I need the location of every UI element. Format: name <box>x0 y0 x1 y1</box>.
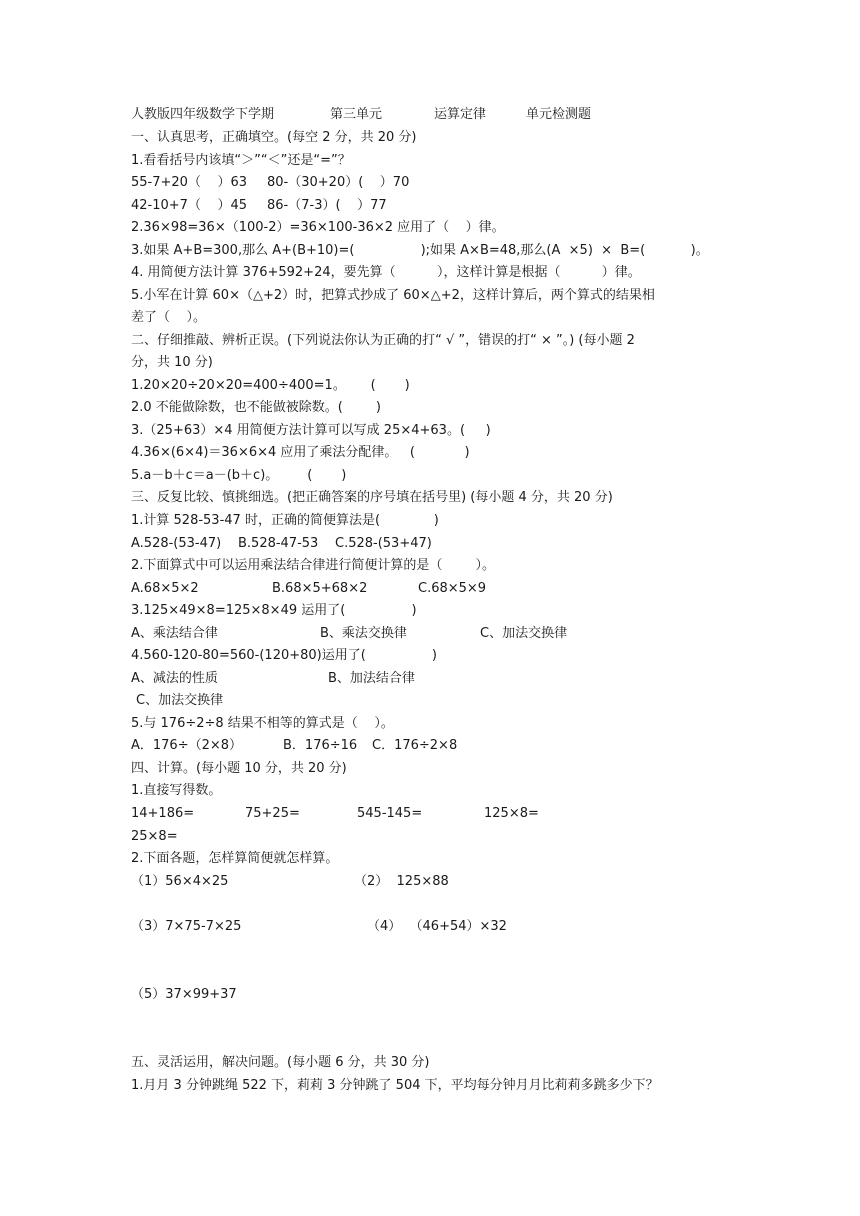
s3-question-4: 4.560-120-80=560-(120+80)运用了( ) <box>131 648 438 663</box>
s3-q5-option-a: A．176÷（2×8） <box>131 738 243 753</box>
s3-q5-option-b: B．176÷16 <box>283 738 358 753</box>
s1-question-5-line-2: 差了（ ）。 <box>131 310 207 325</box>
s4-question-2: 2.下面各题，怎样算简便就怎样算。 <box>131 851 339 866</box>
section-1-heading: 一、认真思考，正确填空。(每空 2 分，共 20 分) <box>131 130 417 145</box>
s1-question-2: 2.36×98=36×（100-2）=36×100-36×2 应用了（ ）律。 <box>131 220 505 235</box>
s1-q1-item-b: 80-（30+20）( ）70 <box>267 175 410 190</box>
s2-question-3: 3.（25+63）×4 用简便方法计算可以写成 25×4+63。( ) <box>131 423 491 438</box>
section-4-heading: 四、计算。(每小题 10 分，共 20 分) <box>131 761 347 776</box>
s1-q1-item-c: 42-10+7（ ）45 <box>131 198 248 213</box>
s3-q2-option-b: B.68×5+68×2 <box>272 581 368 596</box>
s3-q1-option-a: A.528-(53-47) <box>131 536 222 551</box>
s3-q2-option-a: A.68×5×2 <box>131 581 199 596</box>
section-2-heading-line-1: 二、仔细推敲、辨析正误。(下列说法你认为正确的打“ √ ”，错误的打“ × ”。) (每小题 2 <box>131 333 635 348</box>
s4-calc-4: 125×8= <box>484 806 539 821</box>
title-part-1: 人教版四年级数学下学期 <box>131 107 275 122</box>
s3-q4-option-c: C、加法交换律 <box>136 693 224 708</box>
s1-q1-item-a: 55-7+20（ ）63 <box>131 175 248 190</box>
s3-q3-option-c: C、加法交换律 <box>480 626 568 641</box>
s4-calc-2: 75+25= <box>245 806 300 821</box>
s4-calc-3: 545-145= <box>357 806 423 821</box>
title-part-4: 单元检测题 <box>526 107 592 122</box>
s4-problem-3: （3）7×75-7×25 <box>131 919 242 934</box>
s4-calc-1: 14+186= <box>131 806 195 821</box>
s2-question-2: 2.0 不能做除数，也不能做被除数。( ) <box>131 400 382 415</box>
s3-q4-option-b: B、加法结合律 <box>328 671 415 686</box>
s3-question-5: 5.与 176÷2÷8 结果不相等的算式是（ ）。 <box>131 716 394 731</box>
s1-question-5-line-1: 5.小军在计算 60×（△+2）时，把算式抄成了 60×△+2，这样计算后，两个算式的结果相 <box>131 288 655 303</box>
s3-q3-option-a: A、乘法结合律 <box>131 626 218 641</box>
s1-q1-item-d: 86-（7-3）( ）77 <box>267 198 387 213</box>
s3-q3-option-b: B、乘法交换律 <box>320 626 407 641</box>
s5-question-1: 1.月月 3 分钟跳绳 522 下，莉莉 3 分钟跳了 504 下，平均每分钟月月比莉莉多跳多少下？ <box>131 1078 659 1093</box>
s4-problem-2: （2） 125×88 <box>354 874 449 889</box>
s1-question-4: 4. 用简便方法计算 376+592+24，要先算（ ），这样计算是根据（ ）律。 <box>131 265 641 280</box>
s2-question-1: 1.20×20÷20×20=400÷400=1。 ( ) <box>131 378 410 393</box>
s3-q1-option-b: B.528-47-53 <box>238 536 319 551</box>
s4-question-1: 1.直接写得数。 <box>131 783 222 798</box>
s3-q4-option-a: A、减法的性质 <box>131 671 218 686</box>
s4-problem-1: （1）56×4×25 <box>131 874 229 889</box>
s4-calc-5: 25×8= <box>131 829 178 844</box>
s2-question-5: 5.a－b＋c＝a－(b＋c)。 ( ) <box>131 468 347 483</box>
s4-problem-4: （4） （46+54）×32 <box>367 919 507 934</box>
title-part-2: 第三单元 <box>330 107 383 122</box>
s2-question-4: 4.36×(6×4)＝36×6×4 应用了乘法分配律。 ( ) <box>131 445 470 460</box>
s3-question-1: 1.计算 528-53-47 时，正确的简便算法是( ) <box>131 513 439 528</box>
s3-question-3: 3.125×49×8=125×8×49 运用了( ) <box>131 603 417 618</box>
s3-question-2: 2.下面算式中可以运用乘法结合律进行简便计算的是（ ）。 <box>131 558 495 573</box>
s1-question-3: 3.如果 A+B=300,那么 A+(B+10)=( );如果 A×B=48,那么(A ×5) × B=( )。 <box>131 243 709 258</box>
s3-q5-option-c: C．176÷2×8 <box>372 738 458 753</box>
section-3-heading: 三、反复比较、慎挑细选。(把正确答案的序号填在括号里) (每小题 4 分，共 20 分) <box>131 490 613 505</box>
s4-problem-5: （5）37×99+37 <box>131 987 237 1002</box>
s3-q1-option-c: C.528-(53+47) <box>335 536 432 551</box>
section-5-heading: 五、灵活运用，解决问题。(每小题 6 分，共 30 分) <box>131 1055 430 1070</box>
title-part-3: 运算定律 <box>434 107 487 122</box>
section-2-heading-line-2: 分，共 10 分) <box>131 355 213 370</box>
s1-question-1: 1.看看括号内该填“＞”“＜”还是“=”？ <box>131 153 351 168</box>
s3-q2-option-c: C.68×5×9 <box>418 581 487 596</box>
